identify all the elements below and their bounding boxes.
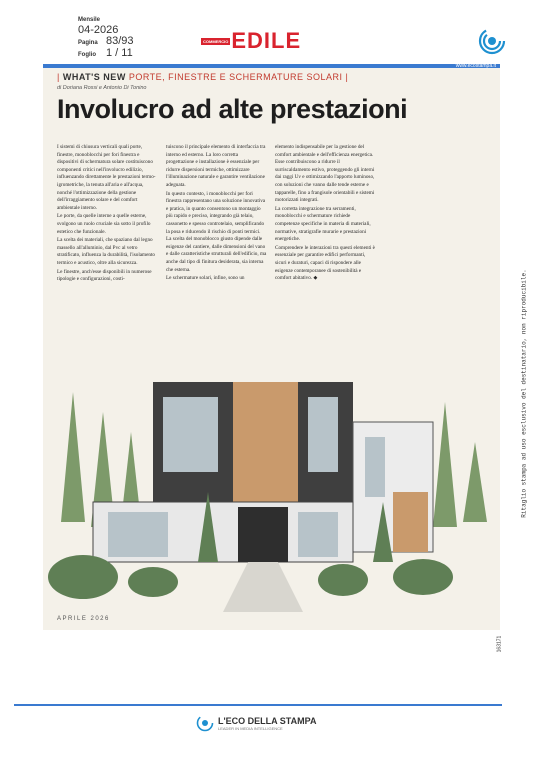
foglio-label: Foglio — [78, 52, 96, 58]
clip-code-value: 163171 — [496, 635, 503, 653]
article-clipping — [43, 64, 500, 630]
clip-code — [496, 635, 519, 655]
section-rest: PORTE, FINESTRE E SCHERMATURE SOLARI — [128, 72, 343, 82]
paragraph: In questo contesto, i monoblocchi per fori finestra rappresentano una soluzione innovativa e pratica, in quanto consentono un montaggio più rapido e preciso, integrando già telaio, cassonetto e spesso controtelaio, semplificando la posa e riducendo il rischio di ponti termici. La scelta del monoblocco giusto dipende dalle esigenze del cantiere, dalle dimensioni del vano e dalle caratteristiche strutturali dell'edificio, ma anche dal tipo di finitura desiderata, sia interna che esterna. — [166, 190, 267, 273]
issue-month: APRILE 2026 — [57, 616, 110, 622]
footer-divider — [14, 704, 502, 706]
section-lead: WHAT'S NEW — [62, 72, 126, 82]
footer-tagline: LEADER IN MEDIA INTELLIGENCE — [218, 725, 283, 731]
article-url: www.ecostampa.it — [455, 64, 496, 69]
article-body — [57, 144, 487, 285]
masthead-tiny-label: COMMERCIO — [203, 38, 229, 44]
copyright-text: Ritaglio stampa ad uso esclusivo del destinatario, non riproducibile. — [520, 269, 528, 518]
eco-della-stampa-icon — [196, 714, 214, 732]
paragraph: I sistemi di chiusura verticali quali porte, finestre, monoblocchi per fori finestra e dispositivi di schermatura solare costituiscono componenti critici nell'involucro edilizio, influenzando direttamente le prestazioni termo-igrometriche, la tenuta all'aria e all'acqua, nonché l'ottimizzazione della gestione dell'irraggiamento solare e del comfort ambientale interno. — [57, 144, 156, 211]
paragraph: elemento indispensabile per la gestione del comfort ambientale e dell'efficienza energetica. Esse contribuiscono a ridurre il surriscaldamento estivo, proteggendo gli interni dai raggi Uv e ottimizzando l'apporto luminoso, con soluzioni che vanno dalle tende esterne e tapparelle, fino a frangisole orientabili e sistemi motorizzati integrati. — [275, 144, 375, 204]
eco-della-stampa-icon — [478, 27, 506, 55]
paragraph: Le schermature solari, infine, sono un — [166, 275, 245, 282]
article-authors: di Doriana Rossi e Antonio Di Tonino — [57, 85, 147, 91]
article-title: Involucro ad alte prestazioni — [57, 94, 408, 124]
article-topbar — [43, 64, 500, 68]
issue-date: 04-2026 — [78, 24, 119, 36]
pagina-value: 83/93 — [106, 35, 134, 47]
paragraph: La corretta integrazione tra serramenti, monoblocchi e schermature richiede competenze specifiche in materia di materiali, normative, stratigrafie murarie e prestazioni energetiche. — [275, 205, 371, 243]
pagina-label: Pagina — [78, 40, 98, 46]
publication-meta — [78, 16, 134, 60]
footer-brand-name: L'ECO DELLA STAMPA — [218, 715, 317, 726]
paragraph: Le porte, da quelle interne a quelle esterne, svolgono un ruolo cruciale sia sotto il profilo estetico che funzionale. — [57, 213, 151, 235]
paragraph: tuiscono il principale elemento di interfaccia tra interno ed esterno. La loro corretta progettazione e installazione è essenziale per ridurre dispersioni termiche, ottimizzare l'illuminazione naturale e garantire ventilazione adeguata. — [166, 144, 266, 188]
mensile-label: Mensile — [78, 17, 101, 23]
masthead-logo — [201, 28, 301, 54]
body-column-3 — [275, 144, 376, 285]
paragraph: Le finestre, anch'esse disponibili in numerose tipologie e configurazioni, costi- — [57, 268, 152, 283]
paragraph: Comprendere le interazioni tra questi elementi è essenziale per garantire edifici performanti, sicuri e duraturi, capaci di rispondere alle esigenze contemporanee di sostenibilità e comfort abitativo. ◆ — [275, 244, 375, 282]
section-heading: | WHAT'S NEW PORTE, FINESTRE E SCHERMATURE SOLARI | — [57, 72, 349, 82]
body-column-2 — [166, 144, 267, 285]
footer-logo — [196, 714, 316, 732]
copyright-note — [519, 230, 529, 560]
foglio-value: 1 / 11 — [106, 47, 133, 59]
house-illustration — [43, 352, 500, 612]
body-column-1 — [57, 144, 158, 285]
paragraph: La scelta dei materiali, che spaziano dal legno massello all'alluminio, dal Pvc al vetro stratificato, influenza la durabilità, l'isolamento termico e acustico, oltre alla sicurezza. — [57, 237, 156, 266]
masthead-name: EDILE — [231, 28, 302, 53]
